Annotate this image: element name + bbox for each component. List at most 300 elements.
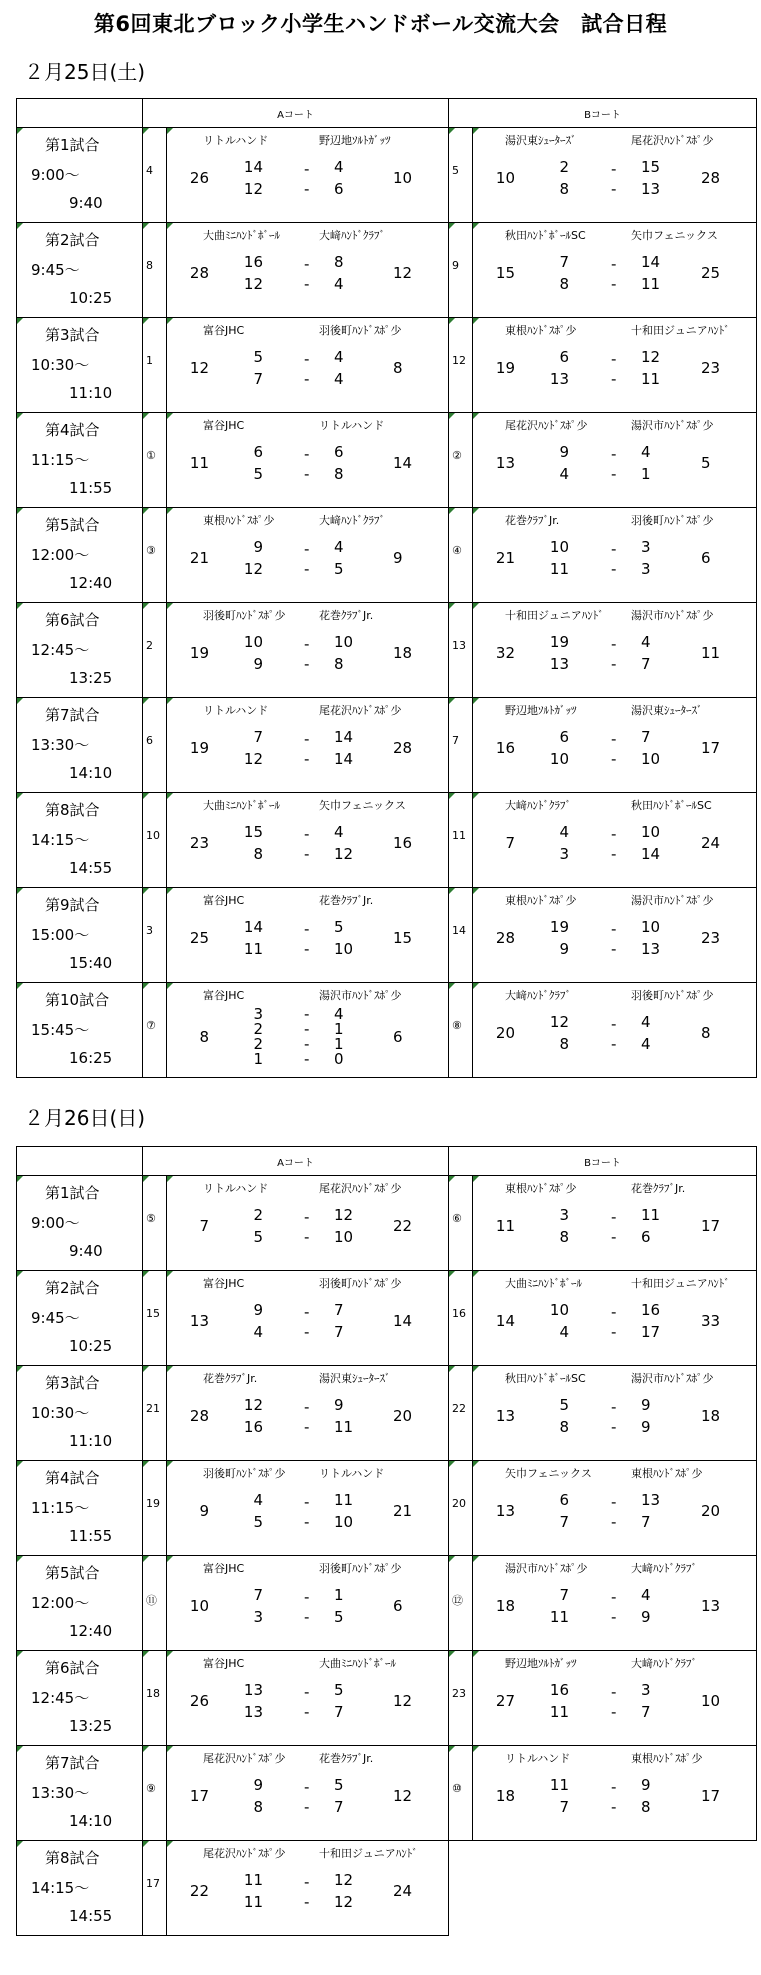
score-dash: - (611, 1418, 617, 1436)
team-left-name: 秋田ﾊﾝﾄﾞﾎﾞｰﾙSC (505, 229, 586, 242)
match-number-cell (449, 223, 473, 318)
half-score-left: 3 (253, 1608, 263, 1626)
corner-marker (17, 1841, 23, 1847)
game-end-time: 10:25 (69, 1337, 113, 1355)
corner-marker (143, 318, 149, 324)
half-score-right: 1 (334, 1020, 344, 1038)
total-score-left: 19 (189, 644, 209, 662)
time-cell (17, 1746, 143, 1841)
half-score-left: 9 (253, 1776, 263, 1794)
match-number: ⑥ (452, 1212, 462, 1225)
team-left-name: 富谷JHC (203, 419, 245, 432)
team-left-name: 十和田ジュニアﾊﾝﾄﾞ (505, 609, 604, 622)
half-score-left: 13 (243, 1681, 263, 1699)
court-a-match-cell (167, 508, 449, 603)
half-score-right: 17 (641, 1323, 661, 1341)
team-right-name: 羽後町ﾊﾝﾄﾞｽﾎﾟ少 (319, 1277, 402, 1290)
half-score-right: 3 (641, 1681, 651, 1699)
corner-marker (167, 1556, 173, 1562)
half-score-left: 3 (559, 845, 569, 863)
score-dash: - (611, 730, 617, 748)
half-score-right: 7 (641, 655, 651, 673)
total-score-left: 16 (495, 739, 515, 757)
total-score-right: 11 (701, 644, 721, 662)
half-score-right: 12 (334, 1893, 354, 1911)
game-start-time: 15:45～ (31, 1021, 90, 1039)
half-score-left: 7 (253, 728, 263, 746)
match-number-cell (143, 888, 167, 983)
match-number: 19 (146, 1497, 160, 1510)
half-score-left: 13 (243, 1703, 263, 1721)
time-cell (17, 1176, 143, 1271)
total-score-right: 6 (701, 549, 711, 567)
half-score-left: 8 (253, 845, 263, 863)
court-b-match-cell (473, 1461, 757, 1556)
match-row (17, 318, 757, 413)
total-score-right: 9 (393, 549, 403, 567)
total-score-right: 10 (393, 169, 413, 187)
match-number: ⑨ (146, 1782, 156, 1795)
team-right-name: 尾花沢ﾊﾝﾄﾞｽﾎﾟ少 (319, 1182, 402, 1195)
half-score-left: 9 (253, 1301, 263, 1319)
score-dash: - (611, 465, 617, 483)
score-dash: - (304, 1608, 310, 1626)
half-score-right: 5 (334, 918, 344, 936)
team-left-name: 羽後町ﾊﾝﾄﾞｽﾎﾟ少 (203, 1467, 286, 1480)
corner-marker (17, 793, 23, 799)
total-score-right: 24 (393, 1882, 413, 1900)
score-dash: - (304, 730, 310, 748)
half-score-left: 7 (559, 1513, 569, 1531)
match-number-cell (449, 413, 473, 508)
match-number: ③ (146, 544, 156, 557)
score-dash: - (611, 370, 617, 388)
score-dash: - (304, 635, 310, 653)
half-score-left: 8 (559, 180, 569, 198)
total-score-left: 13 (495, 454, 515, 472)
team-right-name: 野辺地ｿﾙﾄｶﾞｯﾂ (319, 134, 391, 147)
half-score-right: 4 (334, 538, 344, 556)
court-b-match-cell (473, 1651, 757, 1746)
half-score-right: 5 (334, 1608, 344, 1626)
half-score-right: 4 (334, 370, 344, 388)
team-left-name: 尾花沢ﾊﾝﾄﾞｽﾎﾟ少 (505, 419, 588, 432)
half-score-left: 7 (559, 253, 569, 271)
match-number-cell (143, 508, 167, 603)
game-end-time: 11:10 (69, 1432, 113, 1450)
team-right-name: 花巻ｸﾗﾌﾞJr. (319, 894, 374, 907)
total-score-left: 27 (495, 1692, 515, 1710)
total-score-right: 20 (393, 1407, 413, 1425)
half-score-right: 7 (641, 1703, 651, 1721)
corner-marker (143, 1556, 149, 1562)
half-score-left: 6 (559, 728, 569, 746)
game-end-time: 15:40 (69, 954, 113, 972)
game-name: 第5試合 (45, 516, 100, 534)
game-name: 第9試合 (45, 896, 100, 914)
half-score-left: 2 (253, 1020, 263, 1038)
half-score-left: 11 (243, 1893, 263, 1911)
court-a-match-cell (167, 1651, 449, 1746)
team-right-name: 羽後町ﾊﾝﾄﾞｽﾎﾟ少 (319, 324, 402, 337)
score-dash: - (304, 560, 310, 578)
half-score-right: 7 (641, 728, 651, 746)
match-number: 18 (146, 1687, 160, 1700)
match-number-cell (449, 1271, 473, 1366)
half-score-left: 12 (243, 1396, 263, 1414)
half-score-left: 6 (559, 348, 569, 366)
match-row (17, 1366, 757, 1461)
corner-marker (473, 698, 479, 704)
match-number-cell (143, 698, 167, 793)
total-score-left: 7 (199, 1217, 209, 1235)
match-number: 3 (146, 924, 153, 937)
half-score-left: 3 (253, 1005, 263, 1023)
corner-marker (473, 413, 479, 419)
team-right-name: 東根ﾊﾝﾄﾞｽﾎﾟ少 (631, 1752, 703, 1765)
corner-marker (473, 1461, 479, 1467)
half-score-right: 9 (334, 1396, 344, 1414)
match-row (17, 793, 757, 888)
score-dash: - (611, 635, 617, 653)
score-dash: - (304, 1778, 310, 1796)
half-score-right: 14 (641, 845, 661, 863)
corner-marker (143, 888, 149, 894)
match-row (17, 1271, 757, 1366)
team-right-name: 大﨑ﾊﾝﾄﾞｸﾗﾌﾞ (319, 514, 385, 527)
corner-marker (143, 1461, 149, 1467)
corner-marker (143, 603, 149, 609)
match-number-cell (143, 1746, 167, 1841)
game-end-time: 9:40 (69, 1242, 103, 1260)
half-score-left: 1 (253, 1050, 263, 1068)
score-dash: - (304, 370, 310, 388)
match-number: 21 (146, 1402, 160, 1415)
game-name: 第7試合 (45, 1754, 100, 1772)
corner-marker (167, 888, 173, 894)
team-right-name: 湯沢東ｼｭｰﾀｰｽﾞ (319, 1372, 391, 1385)
corner-marker (167, 698, 173, 704)
half-score-left: 8 (559, 1035, 569, 1053)
corner-marker (167, 1746, 173, 1752)
total-score-right: 5 (701, 454, 711, 472)
corner-marker (449, 1461, 455, 1467)
team-right-name: 花巻ｸﾗﾌﾞJr. (319, 1752, 374, 1765)
match-row (17, 508, 757, 603)
match-number: 7 (452, 734, 459, 747)
corner-marker (143, 793, 149, 799)
match-number: 13 (452, 639, 466, 652)
court-a-match-cell (167, 318, 449, 413)
court-a-match-cell (167, 413, 449, 508)
team-right-name: 羽後町ﾊﾝﾄﾞｽﾎﾟ少 (631, 989, 714, 1002)
total-score-left: 26 (189, 169, 209, 187)
corner-marker (143, 1651, 149, 1657)
match-row (17, 1651, 757, 1746)
game-end-time: 14:10 (69, 1812, 113, 1830)
corner-marker (473, 983, 479, 989)
match-row (17, 128, 757, 223)
team-left-name: 東根ﾊﾝﾄﾞｽﾎﾟ少 (505, 1182, 577, 1195)
score-dash: - (304, 1050, 310, 1068)
court-b-match-cell (473, 1556, 757, 1651)
court-a-header: Aコート (143, 1147, 449, 1176)
half-score-right: 3 (641, 538, 651, 556)
half-score-right: 4 (334, 158, 344, 176)
match-number-cell (143, 1556, 167, 1651)
half-score-left: 4 (559, 823, 569, 841)
half-score-left: 6 (559, 1491, 569, 1509)
court-b-match-cell (473, 318, 757, 413)
game-name: 第8試合 (45, 801, 100, 819)
corner-marker (17, 1176, 23, 1182)
match-number-cell (143, 223, 167, 318)
time-cell (17, 1841, 143, 1936)
court-a-match-cell (167, 888, 449, 983)
half-score-left: 11 (549, 1608, 569, 1626)
total-score-right: 17 (701, 1217, 721, 1235)
team-right-name: 矢巾フェニックス (319, 799, 406, 812)
team-left-name: 富谷JHC (203, 989, 245, 1002)
match-number-cell (449, 1366, 473, 1461)
corner-marker (17, 223, 23, 229)
half-score-right: 14 (334, 750, 354, 768)
corner-marker (17, 318, 23, 324)
score-dash: - (611, 655, 617, 673)
match-number-cell (449, 603, 473, 698)
game-start-time: 14:15～ (31, 1879, 90, 1897)
team-right-name: 花巻ｸﾗﾌﾞJr. (631, 1182, 686, 1195)
corner-marker (143, 1746, 149, 1752)
team-left-name: 富谷JHC (203, 1562, 245, 1575)
corner-marker (143, 1176, 149, 1182)
corner-marker (167, 793, 173, 799)
match-number: ⑤ (146, 1212, 156, 1225)
time-cell (17, 983, 143, 1078)
total-score-right: 15 (393, 929, 413, 947)
match-number-cell (143, 1271, 167, 1366)
half-score-left: 5 (253, 348, 263, 366)
total-score-left: 19 (189, 739, 209, 757)
corner-marker (449, 983, 455, 989)
total-score-left: 28 (495, 929, 515, 947)
half-score-left: 16 (243, 1418, 263, 1436)
half-score-right: 9 (641, 1608, 651, 1626)
half-score-right: 1 (334, 1586, 344, 1604)
team-left-name: リトルハンド (505, 1752, 571, 1765)
court-b-header: Bコート (449, 1147, 757, 1176)
half-score-left: 2 (253, 1035, 263, 1053)
court-b-match-cell (473, 223, 757, 318)
total-score-left: 26 (189, 1692, 209, 1710)
court-b-match-cell (473, 698, 757, 793)
score-dash: - (611, 1513, 617, 1531)
court-a-match-cell (167, 1176, 449, 1271)
total-score-left: 13 (189, 1312, 209, 1330)
half-score-right: 4 (641, 443, 651, 461)
total-score-right: 16 (393, 834, 413, 852)
half-score-left: 5 (253, 465, 263, 483)
game-start-time: 13:30～ (31, 736, 90, 754)
half-score-left: 10 (549, 538, 569, 556)
total-score-left: 10 (495, 169, 515, 187)
team-right-name: 湯沢東ｼｭｰﾀｰｽﾞ (631, 704, 703, 717)
corner-marker (449, 413, 455, 419)
total-score-left: 11 (189, 454, 209, 472)
match-number-cell (143, 1651, 167, 1746)
score-dash: - (611, 750, 617, 768)
corner-marker (167, 1651, 173, 1657)
match-number-cell (143, 603, 167, 698)
total-score-right: 8 (393, 359, 403, 377)
match-number-cell (143, 318, 167, 413)
corner-marker (17, 1271, 23, 1277)
score-dash: - (611, 1228, 617, 1246)
total-score-left: 32 (495, 644, 515, 662)
half-score-right: 6 (334, 443, 344, 461)
match-number: 2 (146, 639, 153, 652)
match-row (17, 1556, 757, 1651)
time-cell (17, 603, 143, 698)
team-left-name: 東根ﾊﾝﾄﾞｽﾎﾟ少 (505, 894, 577, 907)
corner-marker (449, 508, 455, 514)
half-score-left: 9 (559, 443, 569, 461)
corner-marker (167, 508, 173, 514)
match-number-cell (449, 698, 473, 793)
court-b-match-cell (473, 508, 757, 603)
half-score-left: 3 (559, 1206, 569, 1224)
half-score-left: 14 (243, 918, 263, 936)
score-dash: - (611, 1015, 617, 1033)
total-score-left: 28 (189, 1407, 209, 1425)
court-a-match-cell (167, 1461, 449, 1556)
score-dash: - (611, 1683, 617, 1701)
half-score-left: 5 (559, 1396, 569, 1414)
half-score-right: 16 (641, 1301, 661, 1319)
total-score-right: 18 (393, 644, 413, 662)
team-left-name: 矢巾フェニックス (505, 1467, 592, 1480)
total-score-right: 12 (393, 1692, 413, 1710)
half-score-right: 15 (641, 158, 661, 176)
game-end-time: 11:55 (69, 479, 113, 497)
total-score-left: 15 (495, 264, 515, 282)
match-number: 4 (146, 164, 153, 177)
half-score-right: 14 (334, 728, 354, 746)
half-score-left: 5 (253, 1228, 263, 1246)
score-dash: - (304, 255, 310, 273)
game-start-time: 15:00～ (31, 926, 90, 944)
corner-marker (167, 1366, 173, 1372)
score-dash: - (304, 750, 310, 768)
corner-marker (17, 1746, 23, 1752)
match-number: 6 (146, 734, 153, 747)
team-right-name: 十和田ジュニアﾊﾝﾄﾞ (631, 324, 730, 337)
score-dash: - (304, 1493, 310, 1511)
team-left-name: 尾花沢ﾊﾝﾄﾞｽﾎﾟ少 (203, 1847, 286, 1860)
half-score-left: 4 (253, 1323, 263, 1341)
total-score-left: 14 (495, 1312, 515, 1330)
game-end-time: 11:55 (69, 1527, 113, 1545)
half-score-left: 8 (253, 1798, 263, 1816)
corner-marker (17, 413, 23, 419)
team-right-name: 十和田ジュニアﾊﾝﾄﾞ (631, 1277, 730, 1290)
half-score-right: 0 (334, 1050, 344, 1068)
half-score-right: 11 (641, 370, 661, 388)
corner-marker (17, 128, 23, 134)
match-number-cell (449, 793, 473, 888)
header-row (17, 99, 757, 128)
total-score-left: 19 (495, 359, 515, 377)
court-a-match-cell (167, 223, 449, 318)
game-end-time: 10:25 (69, 289, 113, 307)
match-number-cell (143, 1461, 167, 1556)
half-score-right: 12 (334, 1871, 354, 1889)
total-score-right: 6 (393, 1597, 403, 1615)
total-score-left: 25 (189, 929, 209, 947)
score-dash: - (304, 445, 310, 463)
half-score-left: 12 (549, 1013, 569, 1031)
match-row (17, 1461, 757, 1556)
court-b-match-cell (473, 1746, 757, 1841)
corner-marker (143, 1841, 149, 1847)
team-left-name: 大曲ﾐﾆﾊﾝﾄﾞﾎﾞｰﾙ (203, 799, 280, 812)
team-right-name: 尾花沢ﾊﾝﾄﾞｽﾎﾟ少 (631, 134, 714, 147)
corner-marker (473, 1271, 479, 1277)
score-dash: - (611, 160, 617, 178)
game-start-time: 11:15～ (31, 1499, 90, 1517)
team-left-name: 野辺地ｿﾙﾄｶﾞｯﾂ (505, 704, 577, 717)
time-cell (17, 793, 143, 888)
team-right-name: 羽後町ﾊﾝﾄﾞｽﾎﾟ少 (319, 1562, 402, 1575)
total-score-left: 18 (495, 1597, 515, 1615)
game-start-time: 14:15～ (31, 831, 90, 849)
total-score-right: 17 (701, 739, 721, 757)
team-right-name: 湯沢市ﾊﾝﾄﾞｽﾎﾟ少 (631, 1372, 714, 1385)
page-title: 第6回東北ブロック小学生ハンドボール交流大会 試合日程 (93, 12, 668, 36)
total-score-left: 18 (495, 1787, 515, 1805)
score-dash: - (611, 1208, 617, 1226)
court-b-match-cell (473, 128, 757, 223)
corner-marker (17, 1556, 23, 1562)
team-left-name: 東根ﾊﾝﾄﾞｽﾎﾟ少 (203, 514, 275, 527)
half-score-right: 10 (641, 750, 661, 768)
half-score-right: 14 (641, 253, 661, 271)
match-number: 17 (146, 1877, 160, 1890)
score-dash: - (304, 1208, 310, 1226)
team-right-name: 大﨑ﾊﾝﾄﾞｸﾗﾌﾞ (319, 229, 385, 242)
corner-marker (143, 223, 149, 229)
half-score-right: 10 (334, 1513, 354, 1531)
team-left-name: リトルハンド (203, 704, 269, 717)
court-a-match-cell (167, 128, 449, 223)
half-score-left: 9 (253, 538, 263, 556)
match-number: ⑦ (146, 1019, 156, 1032)
court-a-match-cell (167, 1841, 449, 1936)
time-cell (17, 1651, 143, 1746)
score-dash: - (304, 1323, 310, 1341)
court-b-match-cell (473, 888, 757, 983)
score-dash: - (611, 1035, 617, 1053)
corner-marker (449, 1651, 455, 1657)
court-a-match-cell (167, 698, 449, 793)
corner-marker (473, 128, 479, 134)
court-a-match-cell (167, 983, 449, 1078)
match-number: 22 (452, 1402, 466, 1415)
match-number-cell (449, 128, 473, 223)
half-score-right: 8 (334, 655, 344, 673)
half-score-left: 14 (243, 158, 263, 176)
time-cell (17, 318, 143, 413)
